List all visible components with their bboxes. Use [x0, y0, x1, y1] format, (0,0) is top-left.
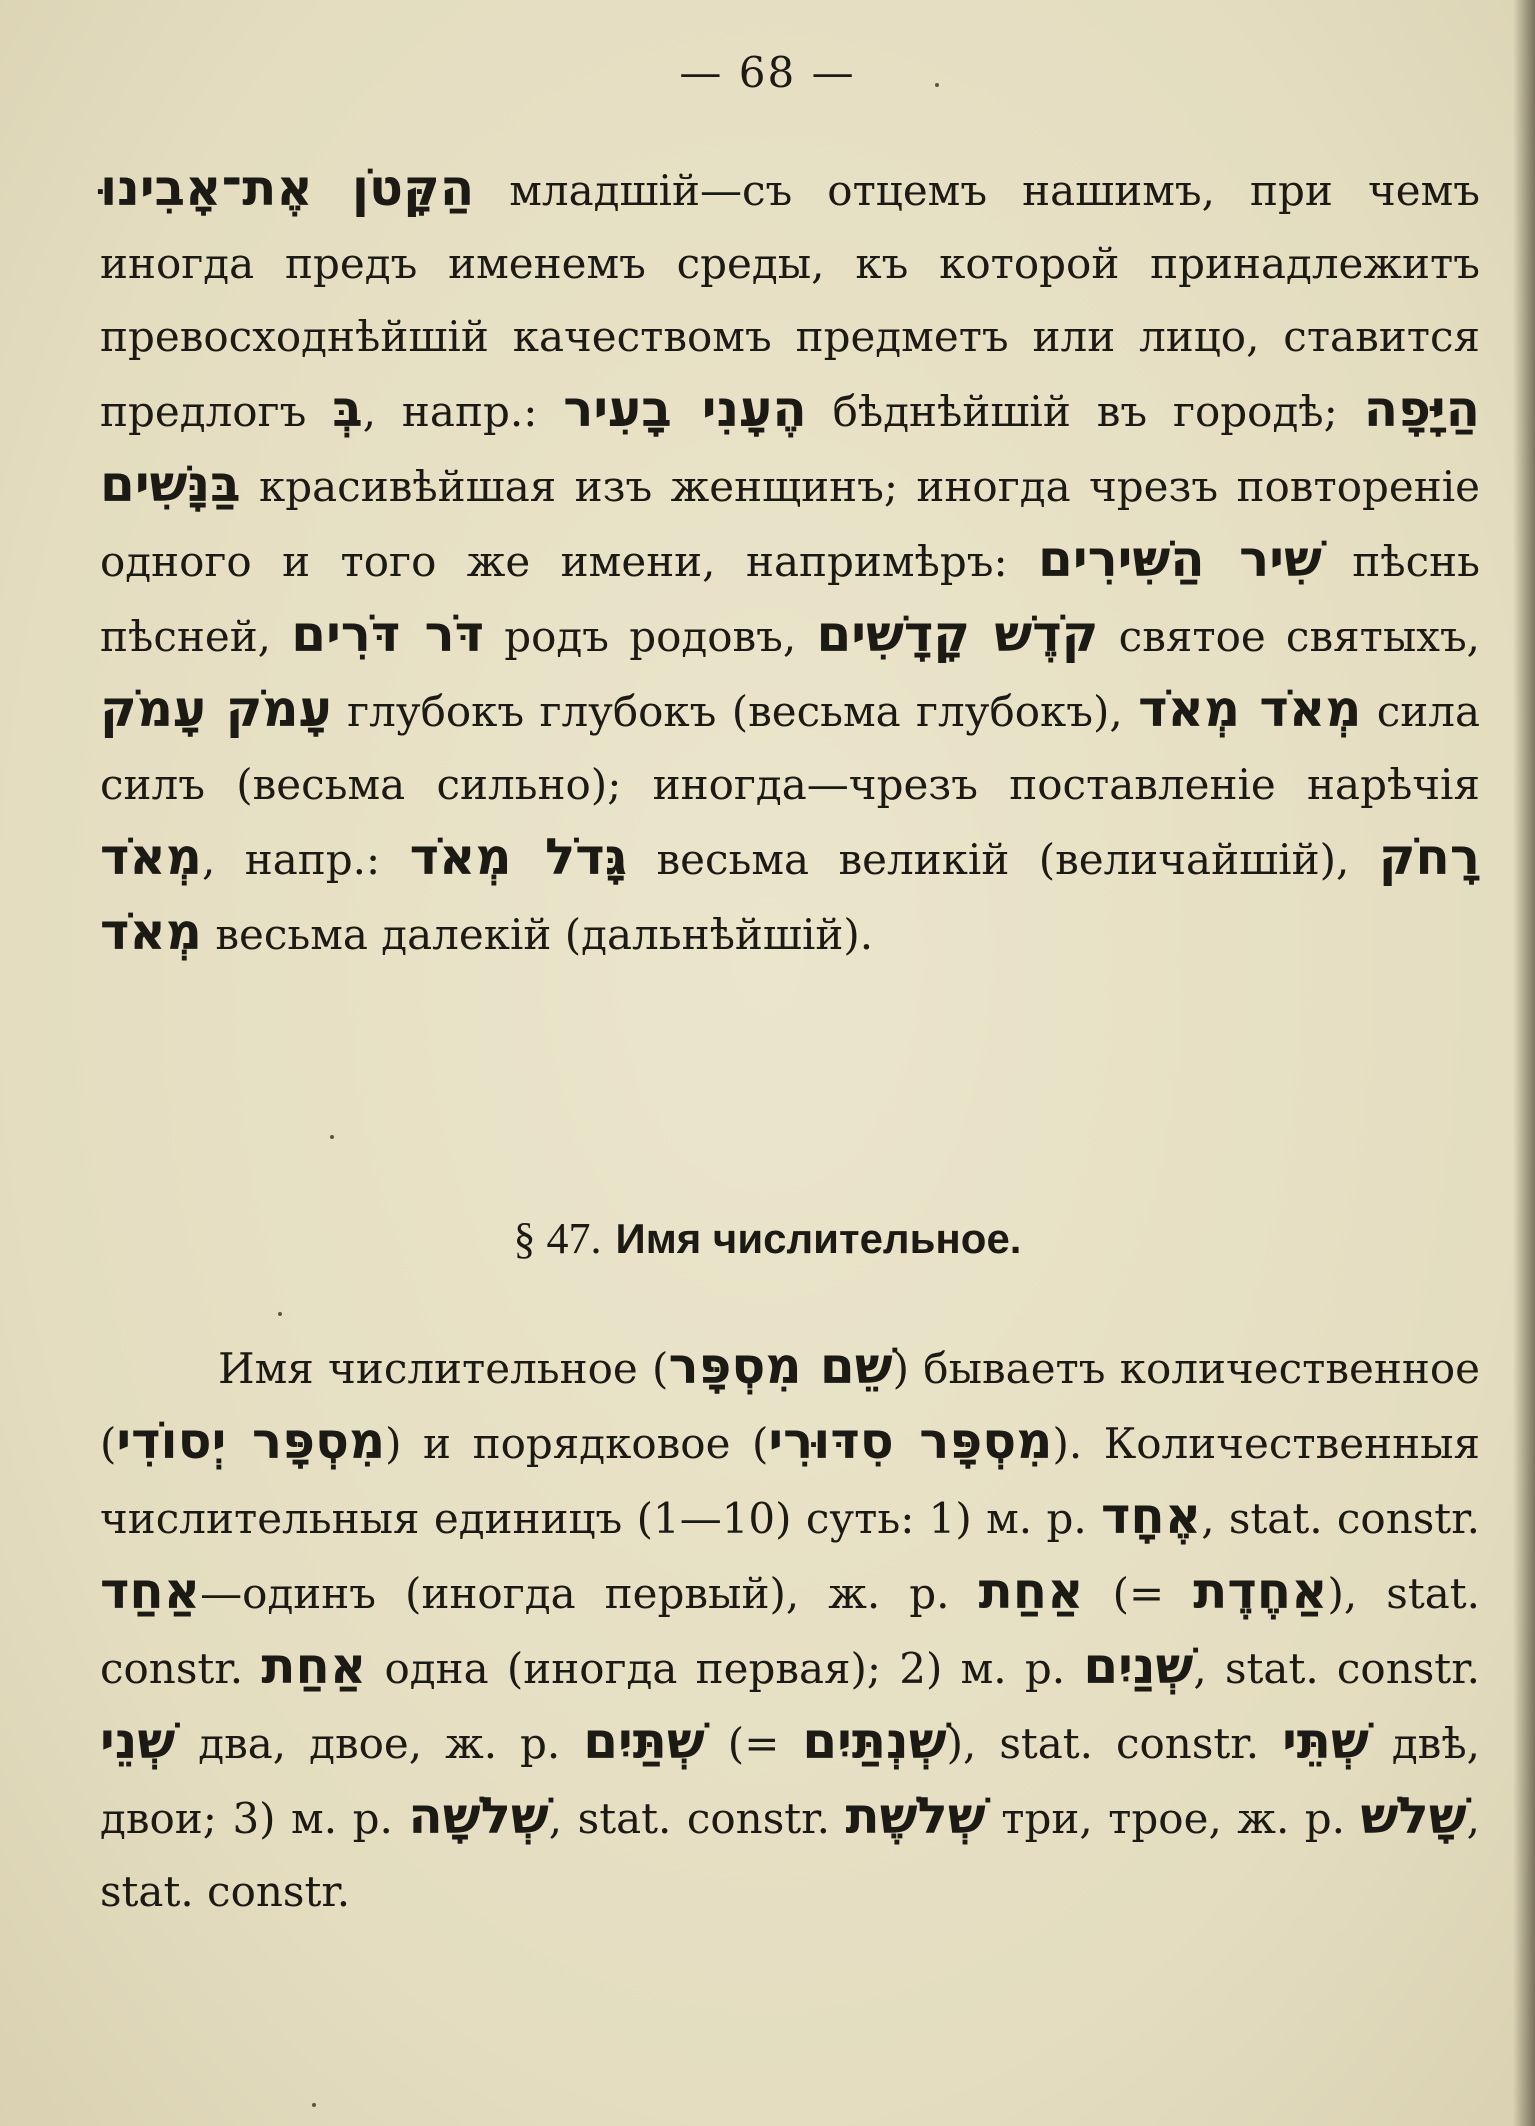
hebrew-phrase: הַקָּטֹן אֶת־אָבִינוּ	[100, 159, 475, 217]
paragraph-superlative	[100, 152, 1480, 971]
hebrew-phrase: שְׁנַיִם	[1083, 1637, 1194, 1695]
hebrew-phrase: מְאֹד	[100, 828, 202, 886]
text-run: ), stat. constr.	[946, 1719, 1283, 1768]
text-run: ) бываетъ количественное (	[100, 1344, 1480, 1468]
section-number: § 47.	[513, 1214, 602, 1263]
hebrew-phrase: קֹדֶשׁ קָדָשִׁים	[816, 605, 1099, 663]
text-run: Имя числительное (	[218, 1344, 669, 1393]
text-run: одна (иногда первая); 2) м. р.	[366, 1644, 1084, 1693]
text-run: , напр.:	[201, 835, 410, 884]
text-run: (=	[1083, 1569, 1194, 1618]
hebrew-phrase: שֵׁם מִסְפָּר	[668, 1337, 893, 1395]
text-run: ) и порядковое (	[385, 1419, 769, 1468]
hebrew-phrase: שִׁיר הַשִּׁירִים	[1038, 530, 1322, 588]
hebrew-phrase: מְאֹד מְאֹד	[1138, 680, 1362, 738]
paper-speck	[278, 1312, 282, 1316]
hebrew-phrase: שָׁלֹשׁ	[1360, 1787, 1467, 1845]
hebrew-phrase: הֶעָנִי בָעִיר	[563, 380, 807, 438]
hebrew-phrase: בְּ	[332, 380, 363, 438]
hebrew-phrase: עָמֹק עָמֹק	[100, 680, 332, 738]
hebrew-phrase: הַיָּפָה בַּנָּשִׁים	[100, 380, 1480, 513]
paper-speck	[312, 2103, 316, 2107]
text-run: бѣднѣйшій въ городѣ;	[806, 387, 1364, 436]
text-run: —одинъ (иногда первый), ж. р.	[200, 1569, 979, 1618]
hebrew-phrase: שְׁתֵּי	[1282, 1712, 1369, 1770]
text-run: , напр.:	[362, 387, 564, 436]
hebrew-phrase: אֶחָד	[1101, 1487, 1202, 1545]
paragraph-numerals	[100, 1330, 1480, 1928]
text-run: сила силъ (весьма сильно); иногда—чрезъ поставленіе нарѣчія	[100, 687, 1480, 809]
text-run: младшій—съ отцемъ нашимъ, при чемъ иногда предъ именемъ среды, къ которой принадлежитъ превосходнѣйшій качествомъ предметъ или лицо, ставится предлогъ	[100, 166, 1480, 436]
hebrew-phrase: שְׁנֵי	[100, 1712, 176, 1770]
text-run: , stat. constr.	[1201, 1494, 1480, 1543]
paper-speck	[935, 83, 939, 87]
text-run: , stat. constr.	[548, 1794, 846, 1843]
text-run: (=	[704, 1719, 803, 1768]
hebrew-phrase: אַחַת	[261, 1637, 367, 1695]
page-number: — 68 —	[679, 48, 856, 97]
section-title: Имя числительное.	[615, 1215, 1022, 1262]
text-run: пѣснь пѣсней,	[100, 537, 1480, 661]
text-run: три, трое, ж. р.	[985, 1794, 1361, 1843]
hebrew-phrase: אַחֶדֶת	[1193, 1562, 1328, 1620]
hebrew-phrase: שְׁלֹשָׁה	[408, 1787, 549, 1845]
hebrew-phrase: רָחֹק מְאֹד	[100, 828, 1481, 961]
text-run: ), stat. constr.	[100, 1569, 1481, 1693]
page-edge-shadow	[1513, 0, 1535, 2126]
text-run: глубокъ глубокъ (весьма глубокъ),	[331, 687, 1139, 736]
hebrew-phrase: שְׁלֹשֶׁת	[845, 1787, 986, 1845]
hebrew-phrase: שְׁנְתַּיִם	[802, 1712, 947, 1770]
hebrew-phrase: אַחַד	[100, 1562, 201, 1620]
text-run: два, двое, ж. р.	[175, 1719, 584, 1768]
hebrew-phrase: גָּדֹל מְאֹד	[409, 828, 628, 886]
text-run: весьма далекій (дальнѣйшій).	[201, 910, 874, 959]
paper-speck	[330, 1135, 334, 1139]
hebrew-phrase: שְׁתַּיִם	[583, 1712, 705, 1770]
text-run: , stat. constr.	[1193, 1644, 1481, 1693]
hebrew-phrase: מִסְפָּר יְסוֹדִי	[116, 1412, 386, 1470]
text-run: святое святыхъ,	[1098, 612, 1481, 661]
text-run: ). Количественныя числительныя единицъ (1—10) суть: 1) м. р.	[100, 1419, 1480, 1543]
text-run: двѣ, двои; 3) м. р.	[100, 1719, 1481, 1843]
text-run: весьма великій (величайшій),	[627, 835, 1379, 884]
text-run: красивѣйшая изъ женщинъ; иногда чрезъ повтореніе одного и того же имени, напримѣръ:	[100, 462, 1480, 586]
hebrew-phrase: דֹּר דֹּרִים	[291, 605, 485, 663]
hebrew-phrase: מִסְפָּר סִדּוּרִי	[768, 1412, 1053, 1470]
text-run: родъ родовъ,	[484, 612, 817, 661]
section-heading	[0, 1213, 1535, 1264]
hebrew-phrase: אַחַת	[978, 1562, 1084, 1620]
text-run: , stat. constr.	[100, 1794, 1480, 1916]
